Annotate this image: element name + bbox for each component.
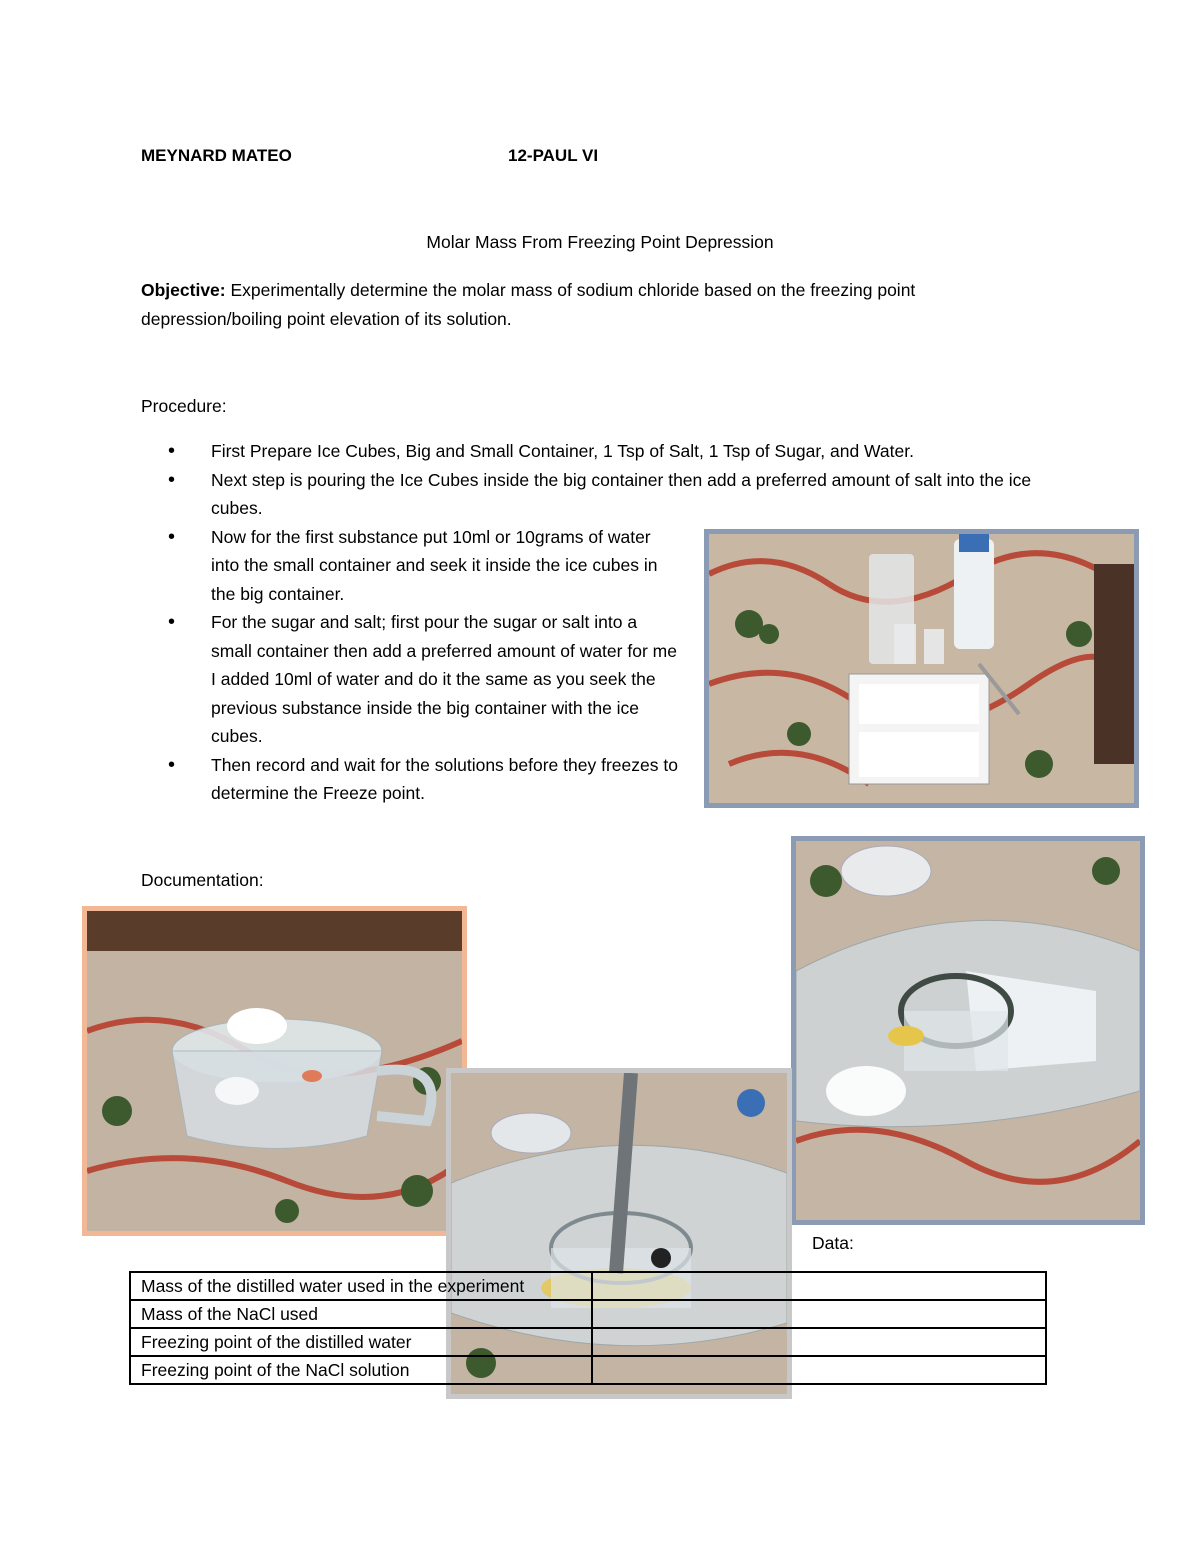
data-table bbox=[129, 1271, 1047, 1385]
procedure-step: • First Prepare Ice Cubes, Big and Small Container, 1 Tsp of Salt, 1 Tsp of Sugar, and Water. bbox=[168, 437, 1048, 466]
table-row bbox=[130, 1272, 1046, 1300]
table-cell-label: Mass of the NaCl used bbox=[130, 1300, 592, 1328]
photo-materials bbox=[704, 529, 1139, 808]
documentation-heading: Documentation: bbox=[141, 870, 264, 890]
objective-text-2: depression/boiling point elevation of its solution. bbox=[141, 308, 512, 329]
table-cell-value bbox=[592, 1300, 1046, 1328]
student-name: MEYNARD MATEO bbox=[141, 146, 292, 165]
procedure-step: • Then record and wait for the solutions before they freezes to determine the Freeze point. bbox=[168, 751, 681, 808]
procedure-step: • Next step is pouring the Ice Cubes inside the big container then add a preferred amount of salt into the ice cubes. bbox=[168, 466, 1048, 523]
objective-text-1: Experimentally determine the molar mass of sodium chloride based on the freezing point bbox=[225, 280, 916, 300]
procedure-step: • For the sugar and salt; first pour the sugar or salt into a small container then add a preferred amount of water for me I added 10ml of water and do it the same as you seek the previous substance inside the big container with the ice cubes. bbox=[168, 608, 681, 751]
objective bbox=[141, 276, 1061, 333]
table-cell-label: Freezing point of the NaCl solution bbox=[130, 1356, 592, 1384]
photo-glass-cup bbox=[82, 906, 467, 1236]
photo-bowl-ice bbox=[791, 836, 1145, 1225]
student-section: 12-PAUL VI bbox=[508, 146, 599, 165]
procedure-step: • Now for the first substance put 10ml or 10grams of water into the small container and seek it inside the ice cubes in the big container. bbox=[168, 523, 681, 609]
data-heading: Data: bbox=[812, 1233, 854, 1253]
table-cell-label: Mass of the distilled water used in the experiment bbox=[130, 1272, 592, 1300]
table-row bbox=[130, 1328, 1046, 1356]
table-cell-value bbox=[592, 1328, 1046, 1356]
table-row bbox=[130, 1356, 1046, 1384]
procedure-heading: Procedure: bbox=[141, 396, 227, 416]
table-row bbox=[130, 1300, 1046, 1328]
table-cell-value bbox=[592, 1272, 1046, 1300]
table-cell-value bbox=[592, 1356, 1046, 1384]
objective-label: Objective: bbox=[141, 280, 226, 300]
table-cell-label: Freezing point of the distilled water bbox=[130, 1328, 592, 1356]
page-title: Molar Mass From Freezing Point Depression bbox=[426, 232, 774, 252]
